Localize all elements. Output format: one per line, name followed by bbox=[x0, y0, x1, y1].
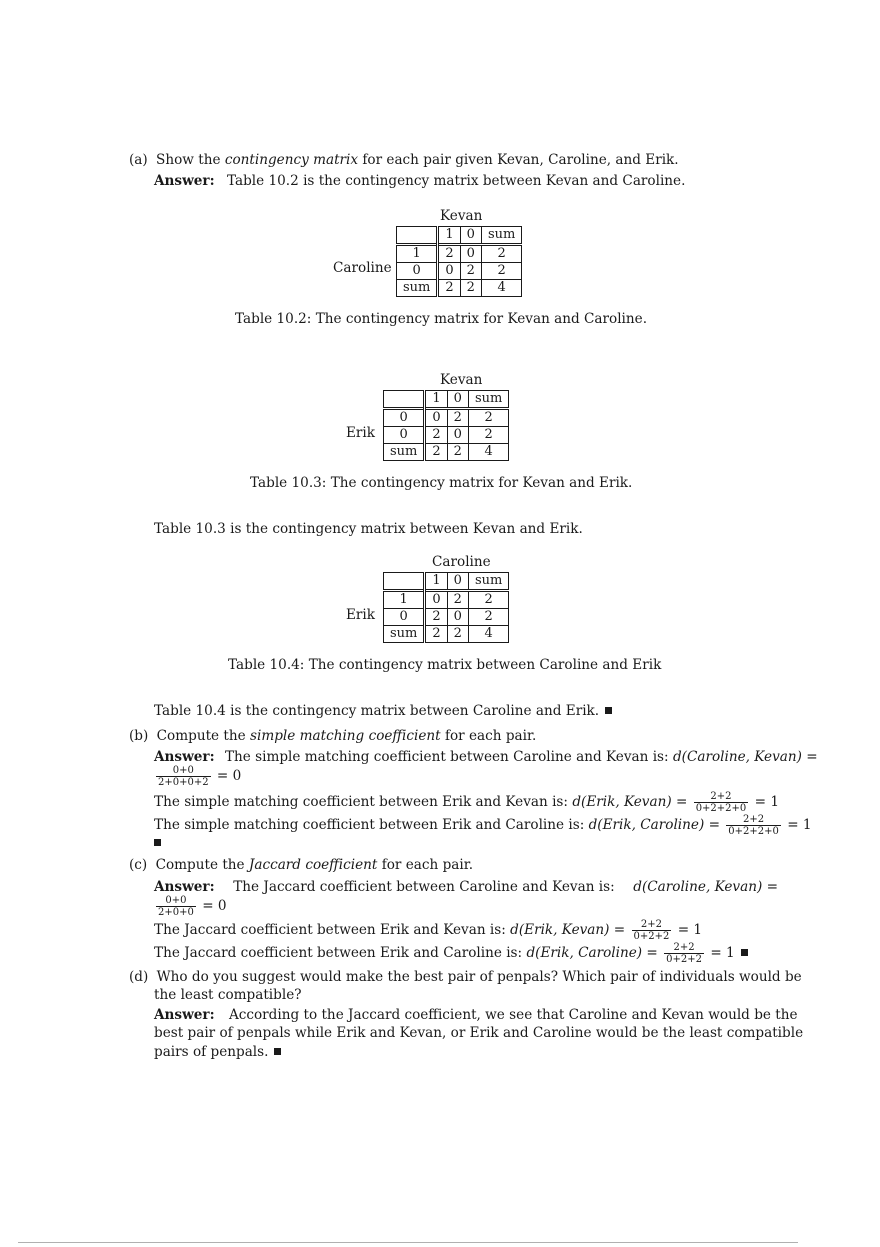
part-b-answer-line1-frac: $\frac{0+0}{2+0+0+2}$ = 0 bbox=[158, 765, 242, 788]
table-10-3-caption: Table 10.3: The contingency matrix for Kevan and Erik. bbox=[250, 475, 633, 491]
table-10-3-col-var: Kevan bbox=[440, 372, 483, 388]
table-10-3: 1 0 sum 0 0 2 2 0 2 0 2 sum 2 2 4 bbox=[383, 390, 509, 461]
fraction: $\frac{2+2}{0+2+2+0}$ bbox=[695, 791, 747, 814]
table-10-4-caption: Table 10.4: The contingency matrix between Caroline and Erik bbox=[228, 657, 662, 673]
part-d-answer-line1: Answer: According to the Jaccard coefficient, we see that Caroline and Kevan would be the bbox=[154, 1007, 798, 1023]
fraction: $\frac{0+0}{2+0+0+2}$ bbox=[158, 765, 209, 788]
fraction: $\frac{2+2}{0+2+2}$ bbox=[633, 919, 670, 942]
table-10-4-text: Table 10.4 is the contingency matrix between Caroline and Erik. bbox=[154, 702, 612, 720]
part-a-answer: Answer: Table 10.2 is the contingency matrix between Kevan and Caroline. bbox=[154, 173, 686, 189]
part-c-answer-line1-frac: $\frac{0+0}{2+0+0}$ = 0 bbox=[158, 895, 227, 918]
table-row: 0 0 2 2 bbox=[397, 263, 522, 280]
table-row: 1 0 2 2 bbox=[384, 591, 509, 609]
fraction: $\frac{2+2}{0+2+2+0}$ bbox=[728, 814, 779, 837]
table-10-3-row-var: Erik bbox=[346, 425, 376, 441]
part-c-answer-line3: The Jaccard coefficient between Erik and Caroline is: d(Erik, Caroline) = $\frac{2+2}{0+2+2}$ = 1 bbox=[154, 942, 748, 965]
qed-icon bbox=[605, 707, 612, 714]
fraction: $\frac{2+2}{0+2+2}$ bbox=[666, 942, 702, 965]
table-10-2: 1 0 sum 1 2 0 2 0 0 2 2 sum 2 2 4 bbox=[396, 226, 522, 297]
qed-icon bbox=[274, 1048, 281, 1055]
part-b-answer-line2: The simple matching coefficient between Erik and Kevan is: d(Erik, Kevan) = $\frac{2+2}{0+2+2+0}$ = 1 bbox=[154, 791, 779, 814]
part-b-question: (b) Compute the simple matching coefficient for each pair. bbox=[129, 728, 537, 744]
table-row: 0 0 2 2 bbox=[384, 409, 509, 427]
part-c-question: (c) Compute the Jaccard coefficient for each pair. bbox=[129, 857, 474, 873]
table-10-4: 1 0 sum 1 0 2 2 0 2 0 2 sum 2 2 4 bbox=[383, 572, 509, 643]
table-row: sum 2 2 4 bbox=[384, 444, 509, 461]
part-b-answer-line3: The simple matching coefficient between Erik and Caroline is: d(Erik, Caroline) = $\frac{2+2}{0+2+2+0}$ = 1 bbox=[154, 814, 812, 837]
table-row: 0 2 0 2 bbox=[384, 427, 509, 444]
qed-icon bbox=[741, 949, 748, 956]
table-row: 0 2 0 2 bbox=[384, 609, 509, 626]
table-10-3-text: Table 10.3 is the contingency matrix between Kevan and Erik. bbox=[154, 521, 583, 537]
page-bottom-rule bbox=[18, 1242, 798, 1243]
part-d-question-line2: the least compatible? bbox=[154, 987, 302, 1003]
table-10-4-row-var: Erik bbox=[346, 607, 376, 623]
table-10-2-col-var: Kevan bbox=[440, 208, 483, 224]
table-10-2-caption: Table 10.2: The contingency matrix for Kevan and Caroline. bbox=[235, 311, 648, 327]
part-d-answer-line3: pairs of penpals. bbox=[154, 1043, 281, 1061]
qed-icon bbox=[154, 839, 161, 846]
part-d-question-line1: (d) Who do you suggest would make the best pair of penpals? Which pair of individuals would be bbox=[129, 969, 802, 985]
table-row: sum 2 2 4 bbox=[384, 626, 509, 643]
part-b-qed bbox=[148, 834, 161, 852]
table-10-2-row-var: Caroline bbox=[333, 260, 392, 276]
part-d-answer-line2: best pair of penpals while Erik and Kevan, or Erik and Caroline would be the least compatible bbox=[154, 1025, 804, 1041]
fraction: $\frac{0+0}{2+0+0}$ bbox=[158, 895, 194, 918]
part-c-answer-line2: The Jaccard coefficient between Erik and Kevan is: d(Erik, Kevan) = $\frac{2+2}{0+2+2}$ = 1 bbox=[154, 919, 703, 942]
part-a-question: (a) Show the contingency matrix for each pair given Kevan, Caroline, and Erik. bbox=[129, 152, 679, 168]
part-b-answer-line1: Answer: The simple matching coefficient between Caroline and Kevan is: d(Caroline, Kevan) = bbox=[154, 749, 818, 765]
part-c-marker: (c) bbox=[129, 857, 148, 873]
part-c-answer-line1: Answer: The Jaccard coefficient between Caroline and Kevan is: d(Caroline, Kevan) = bbox=[154, 879, 778, 895]
part-d-marker: (d) bbox=[129, 969, 149, 985]
table-row: sum 2 2 4 bbox=[397, 280, 522, 297]
part-a-marker: (a) bbox=[129, 152, 148, 168]
table-row: 1 2 0 2 bbox=[397, 245, 522, 263]
part-b-marker: (b) bbox=[129, 728, 149, 744]
table-10-4-col-var: Caroline bbox=[432, 554, 491, 570]
